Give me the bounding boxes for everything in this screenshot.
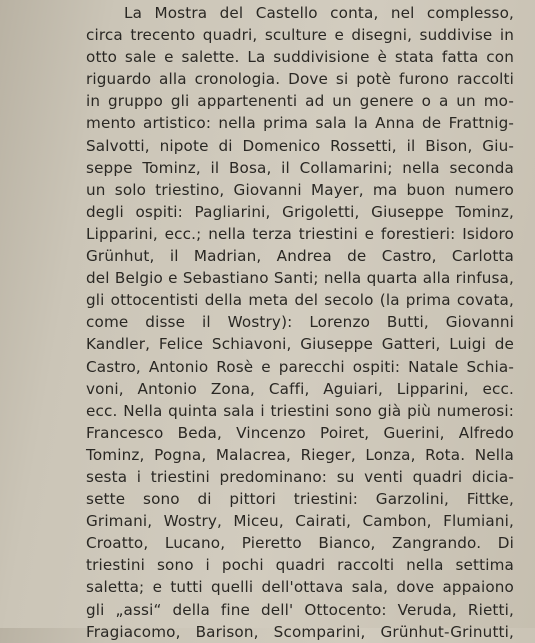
text-line: Grimani, Wostry, Miceu, Cairati, Cambon, Flumiani,	[86, 512, 514, 531]
text-line: triestini sono i pochi quadri raccolti nella settima	[86, 556, 514, 575]
text-line: seppe Tominz, il Bosa, il Collamarini; nella seconda	[86, 158, 514, 177]
text-line: Kandler, Felice Schiavoni, Giuseppe Gatteri, Luigi de	[86, 335, 514, 354]
text-line: La Mostra del Castello conta, nel complesso,	[124, 4, 514, 22]
text-line: in gruppo gli appartenenti ad un genere o a un mo-	[86, 92, 514, 111]
text-line: mento artistico: nella prima sala la Anna de Frattnig-	[86, 114, 514, 133]
text-line: sette sono di pittori triestini: Garzolini, Fittke,	[86, 490, 514, 509]
text-line: Fragiacomo, Barison, Scomparini, Grünhut-Grinutti,	[86, 622, 514, 641]
text-line: circa trecento quadri, sculture e disegni, suddivise in	[86, 26, 514, 45]
text-line: Tominz, Pogna, Malacrea, Rieger, Lonza, Rota. Nella	[86, 445, 514, 464]
text-line: saletta; e tutti quelli dell'ottava sala, dove appaiono	[86, 578, 514, 597]
text-line: Grünhut, il Madrian, Andrea de Castro, Carlotta	[86, 247, 514, 266]
text-line: voni, Antonio Zona, Caffi, Aguiari, Lipparini, ecc.	[86, 379, 514, 398]
text-line: otto sale e salette. La suddivisione è stata fatta con	[86, 48, 514, 67]
text-line: gli „assi“ della fine dell' Ottocento: Veruda, Rietti,	[86, 600, 514, 619]
text-line: gli ottocentisti della meta del secolo (la prima covata,	[86, 291, 514, 310]
text-line: Salvotti, nipote di Domenico Rossetti, il Bison, Giu-	[86, 136, 514, 155]
body-paragraph	[86, 2, 514, 643]
text-line: ecc. Nella quinta sala i triestini sono già più numerosi:	[86, 401, 514, 420]
text-line: sesta i triestini predominano: su venti quadri dicia-	[86, 467, 514, 486]
text-line: un solo triestino, Giovanni Mayer, ma buon numero	[86, 180, 514, 199]
text-line: riguardo alla cronologia. Dove si potè furono raccolti	[86, 70, 514, 89]
text-line: del Belgio e Sebastiano Santi; nella quarta alla rinfusa,	[86, 269, 514, 288]
text-line: Castro, Antonio Rosè e parecchi ospiti: Natale Schia-	[86, 357, 514, 376]
text-line: degli ospiti: Pagliarini, Grigoletti, Giuseppe Tominz,	[86, 202, 514, 221]
text-line: come disse il Wostry): Lorenzo Butti, Giovanni	[86, 313, 514, 332]
text-line: Lipparini, ecc.; nella terza triestini e forestieri: Isidoro	[86, 224, 514, 243]
text-line: Croatto, Lucano, Pieretto Bianco, Zangrando. Di	[86, 534, 514, 553]
text-line: Francesco Beda, Vincenzo Poiret, Guerini, Alfredo	[86, 423, 514, 442]
